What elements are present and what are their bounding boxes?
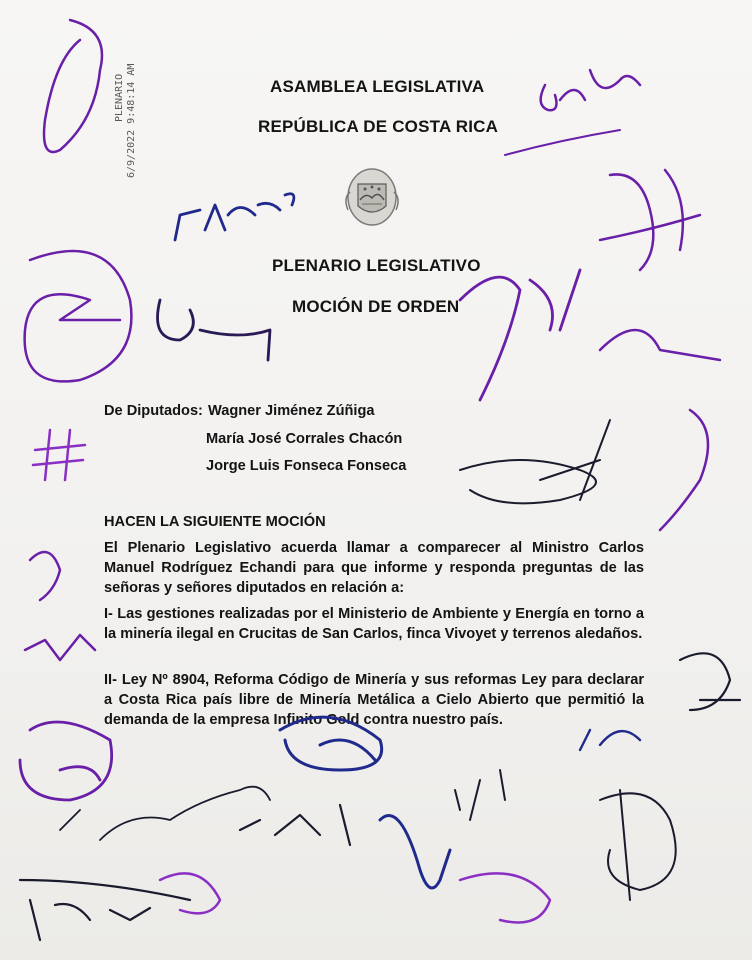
motion-type-title: MOCIÓN DE ORDEN bbox=[292, 297, 460, 316]
reception-stamp bbox=[112, 60, 137, 178]
stamp-label: PLENARIO bbox=[114, 73, 125, 122]
authors-prefix: De Diputados: bbox=[104, 403, 203, 419]
motion-point-2: II- Ley Nº 8904, Reforma Código de Minería y sus reformas Ley para declarar a Costa Rica país libre de Minería Metálica a Cielo Abierto que permitió la demanda de la empresa Infinito Gold contra nuestro país. bbox=[104, 672, 644, 728]
country-title: REPÚBLICA DE COSTA RICA bbox=[258, 117, 499, 136]
signature bbox=[160, 873, 220, 913]
signature bbox=[380, 816, 450, 888]
signature bbox=[158, 300, 271, 360]
plenary-title: PLENARIO LEGISLATIVO bbox=[272, 256, 481, 275]
motion-heading: HACEN LA SIGUIENTE MOCIÓN bbox=[104, 514, 326, 530]
signature bbox=[20, 722, 112, 800]
signature bbox=[240, 805, 350, 845]
signature bbox=[580, 730, 640, 750]
signature bbox=[175, 194, 294, 240]
author-name: Jorge Luis Fonseca Fonseca bbox=[206, 458, 407, 474]
signature bbox=[460, 270, 580, 400]
signature bbox=[33, 430, 85, 480]
signature bbox=[25, 552, 95, 660]
signature bbox=[44, 20, 102, 152]
signature bbox=[541, 70, 640, 110]
signature bbox=[660, 410, 708, 530]
signature bbox=[600, 170, 700, 270]
signature bbox=[460, 420, 610, 503]
signature bbox=[600, 790, 676, 900]
signature bbox=[20, 880, 190, 940]
stamp-timestamp: 6/9/2022 9:48:14 AM bbox=[126, 63, 137, 178]
signature bbox=[505, 130, 620, 155]
author-name: María José Corrales Chacón bbox=[206, 431, 403, 447]
signature bbox=[455, 770, 505, 820]
motion-point-1: I- Las gestiones realizadas por el Ministerio de Ambiente y Energía en torno a la minería ilegal en Crucitas de San Carlos, finca Vivoyet y terrenos aledaños. bbox=[104, 606, 644, 642]
signature bbox=[460, 873, 550, 922]
motion-intro: El Plenario Legislativo acuerda llamar a comparecer al Ministro Carlos Manuel Rodríguez Echandi para que informe y responda preguntas de las señoras y señores diputados en relación a: bbox=[104, 540, 644, 596]
signature bbox=[680, 653, 740, 710]
signature bbox=[60, 787, 270, 840]
signature bbox=[25, 251, 132, 381]
coat-of-arms-seal bbox=[333, 162, 411, 232]
author-name: Wagner Jiménez Zúñiga bbox=[208, 403, 375, 419]
signature bbox=[600, 330, 720, 360]
assembly-title: ASAMBLEA LEGISLATIVA bbox=[270, 77, 485, 96]
